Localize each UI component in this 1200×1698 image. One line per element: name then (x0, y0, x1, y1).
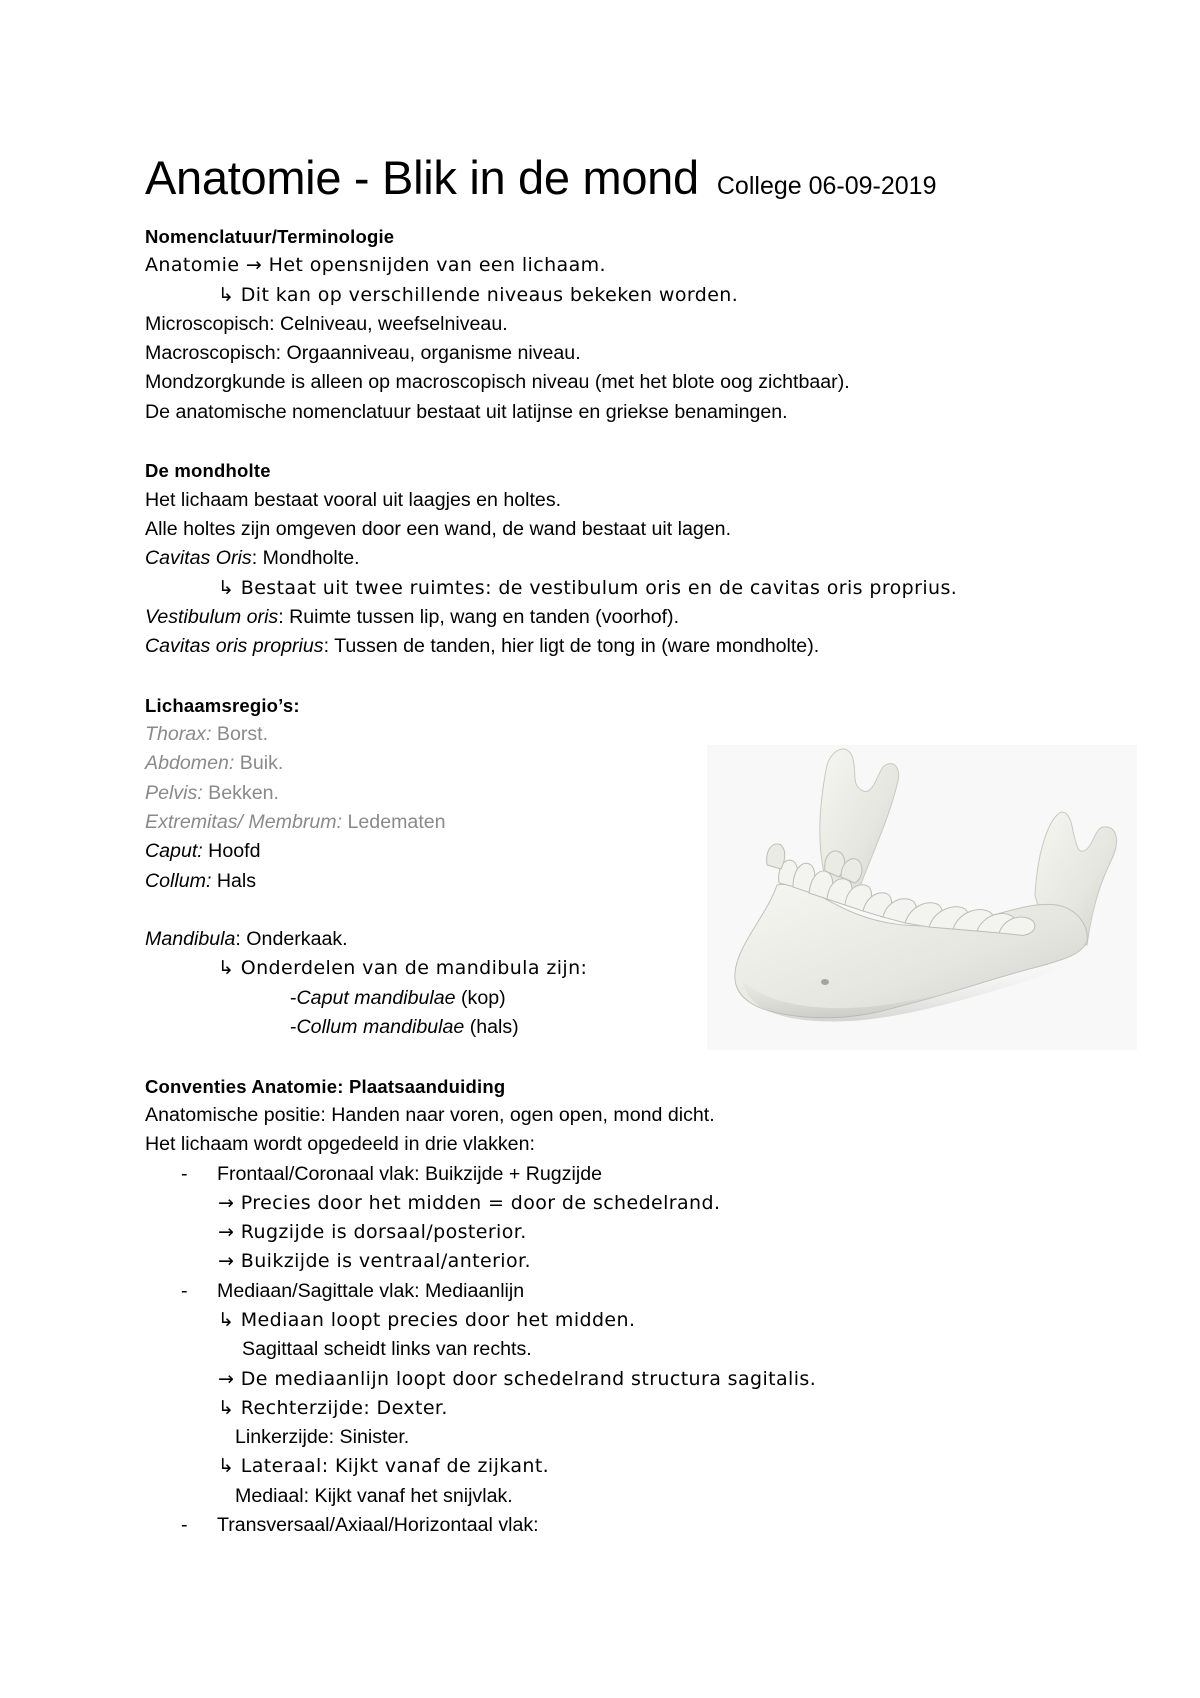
term: Mandibula (145, 928, 236, 951)
text-line (145, 603, 1095, 632)
section-heading-mondholte: De mondholte (145, 460, 271, 482)
definition: : Onderkaak. (235, 928, 348, 951)
bullet-text: Frontaal/Coronaal vlak: Buikzijde + Rugzijde (217, 1162, 602, 1185)
text-line: ↳ Mediaan loopt precies door het midden. (218, 1308, 636, 1331)
mental-foramen (821, 979, 829, 985)
text-line: Sagittaal scheidt links van rechts. (242, 1338, 532, 1361)
text-line: ↳ Onderdelen van de mandibula zijn: (218, 957, 588, 980)
term: Pelvis: (145, 781, 203, 804)
text-line: Mondzorgkunde is alleen op macroscopisch niveau (met het blote oog zichtbaar). (145, 371, 850, 394)
term: Cavitas oris proprius (145, 635, 324, 658)
term: Caput mandibulae (296, 986, 456, 1009)
definition: : Ruimte tussen lip, wang en tanden (voorhof). (278, 605, 680, 628)
section-heading-lichaamsregios: Lichaamsregio’s: (145, 694, 300, 716)
text-line: Het lichaam bestaat vooral uit laagjes en holtes. (145, 488, 562, 511)
definition: (kop) (455, 986, 506, 1009)
text-line (145, 544, 1095, 573)
bullet-dash: - (181, 1162, 188, 1185)
section-heading-conventies: Conventies Anatomie: Plaatsaanduiding (145, 1075, 506, 1097)
dash: - (290, 986, 297, 1009)
definition: Hals (211, 869, 257, 892)
text-line: Linkerzijde: Sinister. (235, 1426, 410, 1449)
section-heading-nomenclatuur: Nomenclatuur/Terminologie (145, 226, 395, 247)
mandible-image (707, 745, 1137, 1050)
definition: : Mondholte. (251, 547, 360, 570)
text-line: Het lichaam wordt opgedeeld in drie vlakken: (145, 1133, 535, 1156)
definition: Bekken. (202, 781, 279, 804)
definition: : Tussen de tanden, hier ligt de tong in (ware mondholte). (323, 635, 820, 658)
title-line (145, 150, 936, 205)
text-line: Anatomie → Het opensnijden van een lichaam. (145, 254, 606, 277)
term: Extremitas/ Membrum: (145, 810, 343, 833)
text-line: Mediaal: Kijkt vanaf het snijvlak. (235, 1484, 513, 1507)
definition: (hals) (464, 1016, 519, 1039)
term: Collum: (145, 869, 212, 892)
bullet-text: Transversaal/Axiaal/Horizontaal vlak: (217, 1514, 539, 1537)
text-line: → Precies door het midden = door de schedelrand. (218, 1191, 721, 1214)
text-line: Alle holtes zijn omgeven door een wand, de wand bestaat uit lagen. (145, 517, 732, 540)
bullet-item (145, 1511, 1095, 1540)
page-subtitle: College 06-09-2019 (716, 172, 937, 200)
bullet-item (145, 1160, 1095, 1189)
bullet-text: Mediaan/Sagittale vlak: Mediaanlijn (217, 1279, 525, 1302)
definition: Ledematen (342, 810, 446, 833)
bullet-dash: - (181, 1514, 188, 1537)
definition: Hoofd (202, 840, 261, 863)
text-line: → Buikzijde is ventraal/anterior. (218, 1250, 531, 1273)
spacer (145, 427, 1095, 456)
spacer (145, 661, 1095, 690)
text-line: Anatomische positie: Handen naar voren, ogen open, mond dicht. (145, 1103, 715, 1126)
term: Cavitas Oris (145, 547, 252, 570)
text-line: ↳ Lateraal: Kijkt vanaf de zijkant. (218, 1455, 550, 1478)
term: Caput: (145, 840, 203, 863)
text-line: ↳ Rechterzijde: Dexter. (218, 1396, 448, 1419)
text-line: ↳ Dit kan op verschillende niveaus bekeken worden. (218, 283, 739, 306)
text-line: Microscopisch: Celniveau, weefselniveau. (145, 312, 508, 335)
term: Vestibulum oris (145, 605, 279, 628)
term: Thorax: (145, 723, 212, 746)
text-line: → Rugzijde is dorsaal/posterior. (218, 1221, 527, 1244)
text-line: Macroscopisch: Orgaanniveau, organisme niveau. (145, 342, 581, 365)
term: Collum mandibulae (296, 1016, 465, 1039)
bullet-dash: - (181, 1279, 188, 1302)
term: Abdomen: (145, 752, 235, 775)
page-title: Anatomie - Blik in de mond (145, 151, 699, 204)
bullet-item (145, 1277, 1095, 1306)
text-line: → De mediaanlijn loopt door schedelrand structura sagitalis. (218, 1367, 817, 1390)
text-line: ↳ Bestaat uit twee ruimtes: de vestibulum oris en de cavitas oris proprius. (218, 576, 958, 599)
definition: Borst. (211, 723, 269, 746)
definition: Buik. (234, 752, 284, 775)
text-line (145, 632, 1095, 661)
text-line: De anatomische nomenclatuur bestaat uit latijnse en griekse benamingen. (145, 400, 788, 423)
dash: - (290, 1016, 297, 1039)
